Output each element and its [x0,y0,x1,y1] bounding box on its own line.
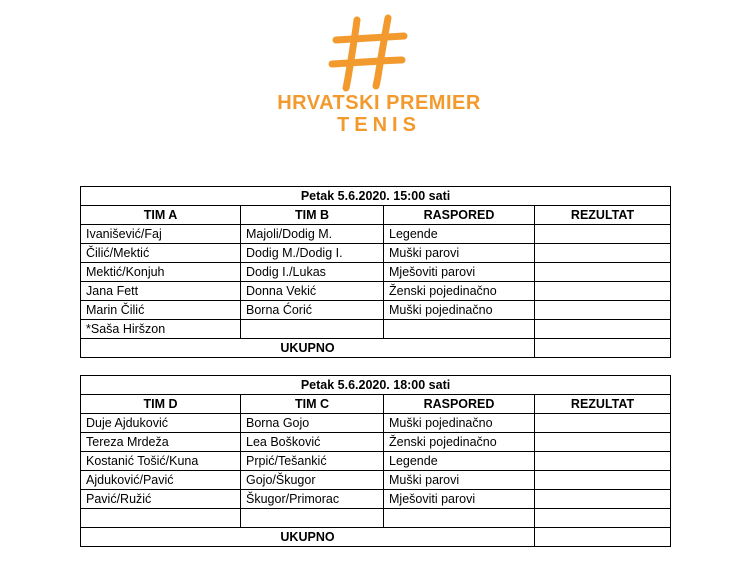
cell-team-b: Majoli/Dodig M. [241,225,384,244]
cell-team-c: Borna Gojo [241,414,384,433]
cell-team-d: Pavić/Ružić [81,490,241,509]
hashtag-icon [322,14,414,92]
logo-text-line1: HRVATSKI PREMIER [277,92,481,114]
cell-schedule [384,509,535,528]
table-row [81,225,671,244]
cell-team-c: Prpić/Tešankić [241,452,384,471]
cell-team-a: Ivanišević/Faj [81,225,241,244]
table-row [81,509,671,528]
total-label: UKUPNO [81,339,535,358]
cell-result [535,263,671,282]
cell-result [535,225,671,244]
cell-team-a: *Saša Hiršzon [81,320,241,339]
table-row [81,244,671,263]
table-row [81,471,671,490]
header-schedule: RASPORED [384,206,535,225]
cell-result [535,320,671,339]
table-row [81,282,671,301]
table-row [81,433,671,452]
cell-team-c: Škugor/Primorac [241,490,384,509]
cell-team-a: Mektić/Konjuh [81,263,241,282]
cell-schedule: Muški parovi [384,471,535,490]
header-team-d: TIM D [81,395,241,414]
header-result: REZULTAT [535,395,671,414]
cell-result [535,433,671,452]
header-team-c: TIM C [241,395,384,414]
total-row [81,339,671,358]
cell-result [535,282,671,301]
cell-result [535,471,671,490]
table-row [81,414,671,433]
cell-team-a: Marin Čilić [81,301,241,320]
table-row [81,301,671,320]
cell-team-c: Gojo/Škugor [241,471,384,490]
cell-schedule: Muški parovi [384,244,535,263]
table-header-row [81,395,671,414]
cell-team-d [81,509,241,528]
cell-team-b [241,320,384,339]
cell-schedule: Mješoviti parovi [384,490,535,509]
header-team-b: TIM B [241,206,384,225]
cell-result [535,509,671,528]
schedule-table-2 [80,375,671,547]
cell-result [535,452,671,471]
header-team-a: TIM A [81,206,241,225]
cell-result [535,414,671,433]
table-row [81,452,671,471]
total-label: UKUPNO [81,528,535,547]
logo-text-line2: TENIS [337,114,421,136]
cell-schedule: Legende [384,452,535,471]
table-title: Petak 5.6.2020. 15:00 sati [81,187,671,206]
cell-team-b: Dodig I./Lukas [241,263,384,282]
table-row [81,320,671,339]
table-title: Petak 5.6.2020. 18:00 sati [81,376,671,395]
total-result [535,528,671,547]
cell-team-d: Duje Ajduković [81,414,241,433]
cell-team-a: Čilić/Mektić [81,244,241,263]
cell-result [535,301,671,320]
cell-schedule: Mješoviti parovi [384,263,535,282]
header-schedule: RASPORED [384,395,535,414]
cell-team-c: Lea Bošković [241,433,384,452]
cell-team-b: Borna Ćorić [241,301,384,320]
cell-schedule: Muški pojedinačno [384,414,535,433]
total-result [535,339,671,358]
hrvatski-premier-tenis-logo [0,0,750,150]
cell-team-c [241,509,384,528]
total-row [81,528,671,547]
cell-result [535,244,671,263]
cell-schedule: Legende [384,225,535,244]
cell-schedule: Ženski pojedinačno [384,282,535,301]
cell-schedule [384,320,535,339]
cell-team-d: Tereza Mrdeža [81,433,241,452]
cell-team-d: Kostanić Tošić/Kuna [81,452,241,471]
cell-team-d: Ajduković/Pavić [81,471,241,490]
cell-team-b: Donna Vekić [241,282,384,301]
cell-team-a: Jana Fett [81,282,241,301]
cell-schedule: Ženski pojedinačno [384,433,535,452]
table-header-row [81,206,671,225]
table-row [81,490,671,509]
cell-team-b: Dodig M./Dodig I. [241,244,384,263]
schedule-table-1 [80,186,671,358]
header-result: REZULTAT [535,206,671,225]
cell-schedule: Muški pojedinačno [384,301,535,320]
table-row [81,263,671,282]
cell-result [535,490,671,509]
